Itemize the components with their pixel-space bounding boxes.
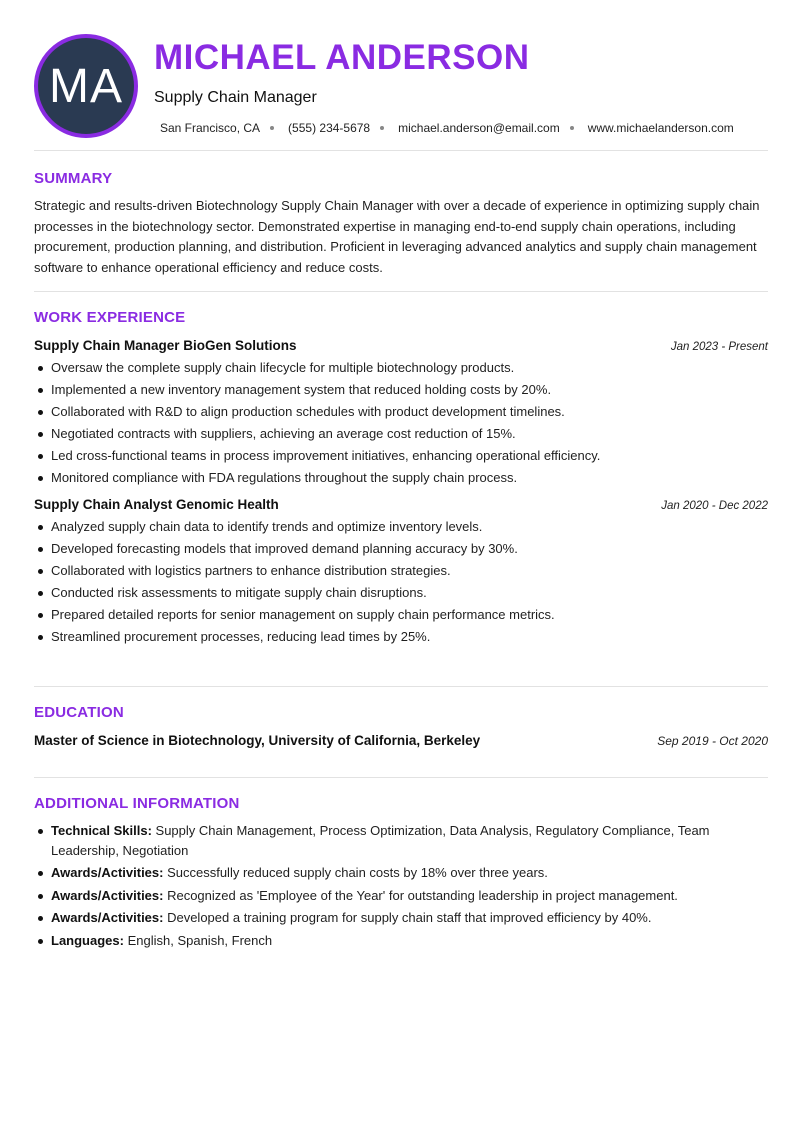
job-bullet: Led cross-functional teams in process improvement initiatives, enhancing operational efficiency.: [34, 445, 768, 467]
job-date: Jan 2020 - Dec 2022: [661, 500, 768, 512]
job-bullets: [34, 357, 768, 489]
job-header: [34, 497, 768, 512]
separator-dot: [270, 126, 274, 130]
contact-location: San Francisco, CA: [160, 121, 261, 135]
contact-phone: (555) 234-5678: [288, 121, 371, 135]
additional-item: [34, 863, 768, 883]
job-date: Jan 2023 - Present: [670, 341, 768, 353]
additional-item-label: Awards/Activities:: [51, 887, 164, 903]
job-bullet: Analyzed supply chain data to identify trends and optimize inventory levels.: [34, 516, 768, 538]
additional-item-text: Successfully reduced supply chain costs by 18% over three years.: [163, 865, 548, 880]
job-title: Supply Chain Manager BioGen Solutions: [34, 338, 297, 353]
job-bullet: Oversaw the complete supply chain lifecycle for multiple biotechnology products.: [34, 357, 768, 379]
additional-item: [34, 908, 768, 928]
education-date: Sep 2019 - Oct 2020: [657, 734, 768, 748]
additional-item-label: Awards/Activities:: [51, 865, 164, 880]
job-title: Supply Chain Analyst Genomic Health: [34, 497, 279, 512]
summary-heading: SUMMARY: [34, 170, 113, 187]
job-bullet: Collaborated with R&D to align production schedules with product development timelines.: [34, 401, 768, 423]
section-divider: [34, 291, 768, 292]
education-degree: Master of Science in Biotechnology, University of California, Berkeley: [34, 733, 481, 748]
section-divider: [34, 777, 768, 778]
additional-item-text: English, Spanish, French: [123, 932, 273, 948]
resume-header: [34, 34, 768, 138]
education-section: [34, 704, 768, 748]
candidate-title: Supply Chain Manager: [154, 89, 317, 106]
additional-item-label: Awards/Activities:: [51, 910, 164, 925]
job-entry: [34, 497, 768, 648]
avatar: MA: [34, 34, 138, 138]
additional-item: [34, 886, 768, 906]
additional-heading: ADDITIONAL INFORMATION: [34, 795, 240, 812]
job-bullet: Developed forecasting models that improved demand planning accuracy by 30%.: [34, 538, 768, 560]
additional-list: [34, 821, 768, 950]
contact-line: [160, 121, 734, 135]
contact-email[interactable]: michael.anderson@email.com: [398, 121, 560, 135]
job-bullet: Monitored compliance with FDA regulations throughout the supply chain process.: [34, 467, 768, 489]
separator-dot: [380, 126, 384, 130]
job-entry: [34, 338, 768, 489]
summary-text: Strategic and results-driven Biotechnology Supply Chain Manager with over a decade of experience in optimizing supply chain processes in the biotechnology sector. Demonstrated expertise in managing end-to-end supply chain operations, including procurement, production planning, and distribution. Proficient in leveraging advanced analytics and supply chain management software to enhance operational efficiency and reduce costs.: [34, 198, 760, 275]
contact-website[interactable]: www.michaelanderson.com: [587, 121, 734, 135]
job-bullet: Prepared detailed reports for senior management on supply chain performance metrics.: [34, 604, 768, 626]
summary-section: [34, 170, 768, 278]
section-divider: [34, 150, 768, 151]
job-bullets: [34, 516, 768, 648]
additional-item-text: Recognized as 'Employee of the Year' for outstanding leadership in project management.: [163, 887, 678, 903]
job-bullet: Streamlined procurement processes, reducing lead times by 25%.: [34, 626, 768, 648]
additional-item-text: Supply Chain Management, Process Optimization, Data Analysis, Regulatory Compliance, Team Leadership, Negotiation: [51, 823, 710, 858]
separator-dot: [570, 126, 574, 130]
additional-item: [34, 931, 768, 951]
additional-item: [34, 821, 768, 860]
job-bullet: Implemented a new inventory management system that reduced holding costs by 20%.: [34, 379, 768, 401]
section-divider: [34, 686, 768, 687]
job-bullet: Conducted risk assessments to mitigate supply chain disruptions.: [34, 582, 768, 604]
education-entry: [34, 733, 768, 748]
additional-item-label: Technical Skills:: [51, 823, 152, 838]
additional-section: [34, 795, 768, 953]
experience-heading: WORK EXPERIENCE: [34, 309, 186, 326]
job-bullet: Collaborated with logistics partners to enhance distribution strategies.: [34, 560, 768, 582]
additional-item-text: Developed a training program for supply chain staff that improved efficiency by 40%.: [163, 910, 652, 925]
education-heading: EDUCATION: [34, 704, 124, 721]
job-header: [34, 338, 768, 353]
candidate-name: MICHAEL ANDERSON: [154, 38, 530, 77]
additional-item-label: Languages:: [51, 932, 124, 948]
job-bullet: Negotiated contracts with suppliers, achieving an average cost reduction of 15%.: [34, 423, 768, 445]
experience-section: [34, 309, 768, 648]
